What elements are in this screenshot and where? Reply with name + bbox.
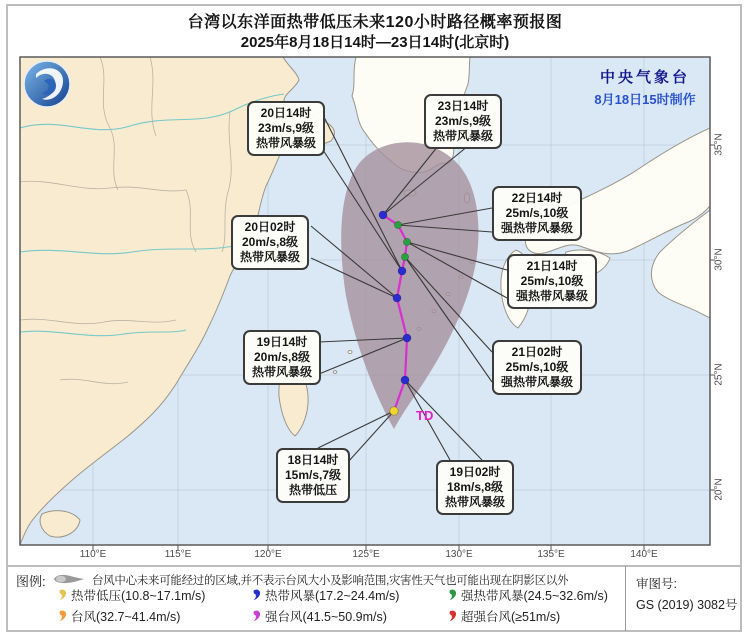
typhoon-symbol-icon [252, 589, 261, 601]
agency-name: 中央气象台 [599, 69, 690, 86]
typhoon-symbol-icon [58, 589, 67, 601]
lon-tick-110e: 110°E [79, 549, 107, 560]
lat-tick-25n: 25°N [713, 363, 725, 386]
agency-block [555, 66, 735, 108]
callout-18d14: 18日14时 15m/s,7级 热带低压 [276, 448, 350, 503]
track-point-21d02 [401, 253, 408, 260]
callout-23d14: 23日14时 23m/s,9级 热带风暴级 [424, 94, 502, 149]
callout-21d02: 21日02时 25m/s,10级 强热带风暴级 [492, 340, 582, 395]
approval-label: 审图号: [636, 577, 677, 591]
track-point-23d14 [379, 211, 387, 219]
legend-item-td: 热带低压(10.8~17.1m/s) [58, 586, 205, 604]
callout-20d02: 20日02时 20m/s,8级 热带风暴级 [231, 215, 309, 270]
lat-tick-30n: 30°N [713, 248, 725, 271]
lon-tick-115e: 115°E [164, 549, 192, 560]
typhoon-symbol-icon [448, 589, 457, 601]
cone-legend-note: 台风中心未来可能经过的区域,并不表示台风大小及影响范围,灾害性天气也可能出现在阴影区以外 [92, 575, 569, 587]
lon-tick-120e: 120°E [254, 549, 282, 560]
callout-19d02: 19日02时 18m/s,8级 热带风暴级 [436, 460, 514, 515]
legend-item-super-ty: 超强台风(≥51m/s) [448, 607, 560, 625]
map-approval-number [636, 574, 737, 616]
track-point-19d14 [403, 334, 411, 342]
track-point-20d02 [393, 294, 401, 302]
legend-item-sts: 强热带风暴(24.5~32.6m/s) [448, 586, 608, 604]
track-point-18d14 [390, 407, 398, 415]
lat-tick-35n: 35°N [713, 133, 725, 156]
typhoon-symbol-icon [58, 610, 67, 622]
legend-item-ts: 热带风暴(17.2~24.4m/s) [252, 586, 399, 604]
callout-22d14: 22日14时 25m/s,10级 强热带风暴级 [492, 186, 582, 241]
td-label: TD [416, 408, 434, 423]
legend-item-ty: 台风(32.7~41.4m/s) [58, 607, 180, 625]
track-point-21d14 [403, 238, 410, 245]
cma-logo [24, 61, 70, 107]
legend-title: 图例: [16, 574, 46, 589]
typhoon-symbol-icon [448, 610, 457, 622]
lon-tick-140e: 140°E [630, 549, 658, 560]
figure-title: 台湾以东洋面热带低压未来120小时路径概率预报图 [187, 14, 563, 31]
issue-time: 8月18日15时制作 [594, 92, 696, 107]
callout-21d14: 21日14时 25m/s,10级 强热带风暴级 [507, 254, 597, 309]
lat-tick-20n: 20°N [713, 478, 725, 501]
typhoon-symbol-icon [252, 610, 261, 622]
lon-tick-125e: 125°E [352, 549, 380, 560]
track-point-20d14 [398, 267, 406, 275]
legend-item-sty: 强台风(41.5~50.9m/s) [252, 607, 387, 625]
approval-value: GS (2019) 3082号 [636, 598, 738, 612]
track-point-22d14 [394, 221, 401, 228]
cone-legend-icon [52, 573, 86, 585]
lon-tick-135e: 135°E [537, 549, 565, 560]
callout-19d14: 19日14时 20m/s,8级 热带风暴级 [243, 330, 321, 385]
callout-20d14: 20日14时 23m/s,9级 热带风暴级 [247, 101, 325, 156]
legend-divider [625, 566, 626, 631]
lon-tick-130e: 130°E [445, 549, 473, 560]
figure-subtitle: 2025年8月18日14时—23日14时(北京时) [240, 34, 510, 51]
track-point-19d02 [401, 376, 409, 384]
